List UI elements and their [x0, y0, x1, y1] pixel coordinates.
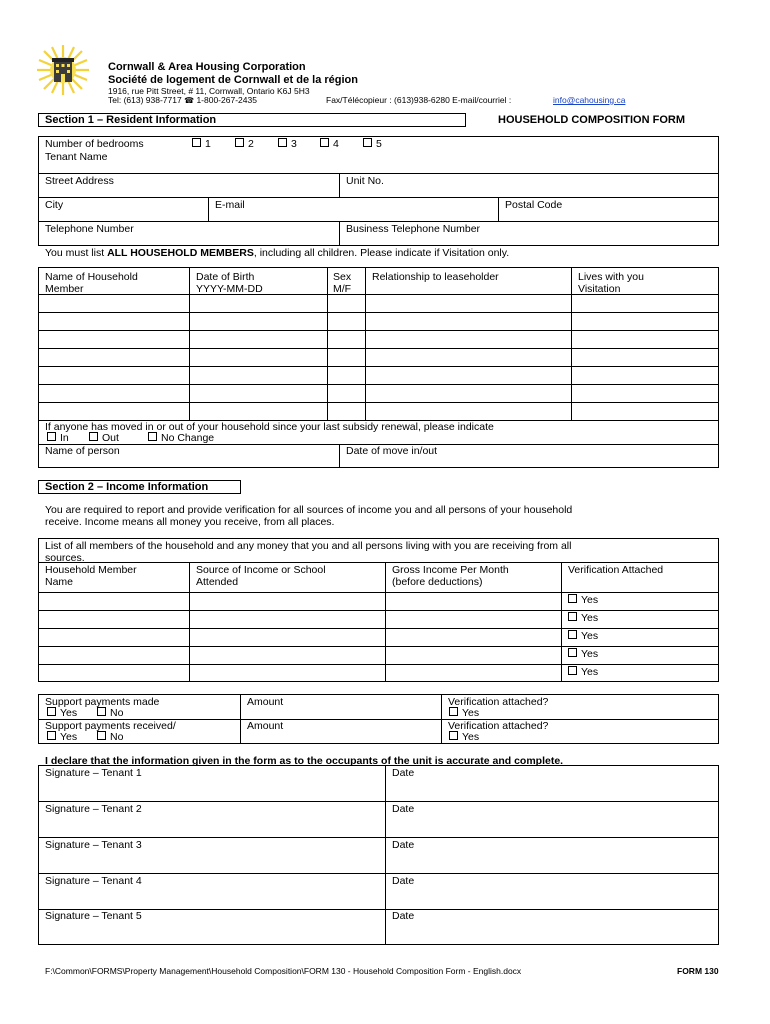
moved-question: If anyone has moved in or out of your household since your last subsidy renewal, please indicate — [45, 421, 494, 433]
checkbox-icon — [568, 612, 577, 621]
org-address: 1916, rue Pitt Street, # 11, Cornwall, Ontario K6J 5H3 — [108, 86, 310, 96]
signature-tenant-2[interactable]: Signature – Tenant 2 — [45, 803, 142, 815]
bedroom-option-3[interactable]: 3 — [278, 138, 297, 150]
email-field[interactable]: E-mail — [215, 199, 245, 211]
declaration-statement: I declare that the information given in the form as to the occupants of the unit is accurate and complete. — [45, 755, 564, 767]
income-header-gross: Gross Income Per Month (before deductions) — [392, 564, 509, 588]
footer-form-number: FORM 130 — [677, 966, 719, 976]
support-made-no[interactable]: No — [97, 707, 123, 719]
checkbox-icon — [97, 707, 106, 716]
income-intro-line2: receive. Income means all money you receive, from all places. — [45, 516, 335, 528]
org-tel: Tel: (613) 938-7717 — [108, 95, 182, 105]
support-made-verification-yes[interactable]: Yes — [449, 707, 479, 719]
signature-date-5[interactable]: Date — [392, 910, 415, 922]
support-made-label: Support payments made — [45, 696, 160, 708]
support-received-no[interactable]: No — [97, 731, 123, 743]
org-contact-line — [108, 95, 257, 106]
city-field[interactable]: City — [45, 199, 64, 211]
bedroom-option-5[interactable]: 5 — [363, 138, 382, 150]
support-made-amount[interactable]: Amount — [247, 696, 284, 708]
income-list-line1: List of all members of the household and any money that you and all persons living with you are receiving from all — [45, 540, 572, 552]
checkbox-icon — [47, 707, 56, 716]
checkbox-icon — [192, 138, 201, 147]
checkbox-icon — [568, 666, 577, 675]
verification-yes-1[interactable]: Yes — [568, 594, 598, 606]
name-of-person-field[interactable]: Name of person — [45, 445, 120, 457]
verification-yes-5[interactable]: Yes — [568, 666, 598, 678]
members-header-dob: Date of Birth YYYY-MM-DD — [196, 271, 263, 295]
section2-title: Section 2 – Income Information — [45, 481, 209, 493]
section1-title: Section 1 – Resident Information — [45, 114, 217, 126]
postal-code-field[interactable]: Postal Code — [505, 199, 563, 211]
signature-date-3[interactable]: Date — [392, 839, 415, 851]
checkbox-icon — [449, 731, 458, 740]
org-email-link[interactable]: info@cahousing.ca — [553, 95, 626, 105]
checkbox-icon — [568, 594, 577, 603]
org-name-en: Cornwall & Area Housing Corporation — [108, 61, 306, 73]
income-header-source: Source of Income or School Attended — [196, 564, 326, 588]
verification-yes-2[interactable]: Yes — [568, 612, 598, 624]
members-header-lives-with: Lives with you Visitation — [578, 271, 644, 295]
signature-date-1[interactable]: Date — [392, 767, 415, 779]
checkbox-icon — [449, 707, 458, 716]
support-received-verification: Verification attached? — [448, 720, 549, 732]
bedroom-option-1[interactable]: 1 — [192, 138, 211, 150]
signature-tenant-1[interactable]: Signature – Tenant 1 — [45, 767, 142, 779]
signature-tenant-5[interactable]: Signature – Tenant 5 — [45, 910, 142, 922]
checkbox-icon — [148, 432, 157, 441]
org-tollfree: 1-800-267-2435 — [196, 95, 257, 105]
bedroom-option-2[interactable]: 2 — [235, 138, 254, 150]
checkbox-icon — [97, 731, 106, 740]
checkbox-icon — [47, 432, 56, 441]
checkbox-icon — [363, 138, 372, 147]
telephone-field[interactable]: Telephone Number — [45, 223, 134, 235]
bedrooms-label: Number of bedrooms — [45, 138, 144, 150]
support-made-verification: Verification attached? — [448, 696, 549, 708]
income-header-member: Household Member Name — [45, 564, 137, 588]
signature-tenant-4[interactable]: Signature – Tenant 4 — [45, 875, 142, 887]
verification-yes-4[interactable]: Yes — [568, 648, 598, 660]
members-note: You must list ALL HOUSEHOLD MEMBERS, including all children. Please indicate if Visitation only. — [45, 247, 510, 259]
company-logo — [33, 44, 93, 96]
support-received-amount[interactable]: Amount — [247, 720, 284, 732]
business-telephone-field[interactable]: Business Telephone Number — [346, 223, 481, 235]
checkbox-icon — [47, 731, 56, 740]
signature-date-2[interactable]: Date — [392, 803, 415, 815]
tenant-name-field[interactable]: Tenant Name — [45, 151, 108, 163]
moved-option-out[interactable]: Out — [89, 432, 119, 444]
support-received-verification-yes[interactable]: Yes — [449, 731, 479, 743]
support-received-label: Support payments received/ — [45, 720, 176, 732]
income-list-line2: sources. — [45, 552, 85, 564]
bedroom-option-4[interactable]: 4 — [320, 138, 339, 150]
date-of-move-field[interactable]: Date of move in/out — [346, 445, 438, 457]
members-header-name: Name of Household Member — [45, 271, 138, 295]
org-fax: Fax/Télécopieur : (613)938-6280 E-mail/courriel : — [326, 95, 512, 105]
phone-icon: ☎ — [184, 96, 195, 105]
unit-no-field[interactable]: Unit No. — [346, 175, 384, 187]
checkbox-icon — [568, 648, 577, 657]
org-name-fr: Société de logement de Cornwall et de la région — [108, 74, 358, 86]
verification-yes-3[interactable]: Yes — [568, 630, 598, 642]
checkbox-icon — [278, 138, 287, 147]
form-title: HOUSEHOLD COMPOSITION FORM — [498, 114, 685, 126]
street-address-field[interactable]: Street Address — [45, 175, 114, 187]
income-intro-line1: You are required to report and provide verification for all sources of income you and all persons of your household — [45, 504, 573, 516]
income-header-verification: Verification Attached — [568, 564, 664, 576]
support-received-yes[interactable]: Yes — [47, 731, 77, 743]
checkbox-icon — [235, 138, 244, 147]
support-made-yes[interactable]: Yes — [47, 707, 77, 719]
moved-option-no-change[interactable]: No Change — [148, 432, 214, 444]
footer-file-path: F:\Common\FORMS\Property Management\Household Composition\FORM 130 - Household Composition Form - English.docx — [45, 966, 522, 976]
checkbox-icon — [89, 432, 98, 441]
household-members-table — [38, 267, 719, 468]
moved-option-in[interactable]: In — [47, 432, 69, 444]
checkbox-icon — [320, 138, 329, 147]
signature-date-4[interactable]: Date — [392, 875, 415, 887]
checkbox-icon — [568, 630, 577, 639]
members-header-relationship: Relationship to leaseholder — [372, 271, 499, 283]
signature-tenant-3[interactable]: Signature – Tenant 3 — [45, 839, 142, 851]
members-header-sex: Sex M/F — [333, 271, 352, 295]
